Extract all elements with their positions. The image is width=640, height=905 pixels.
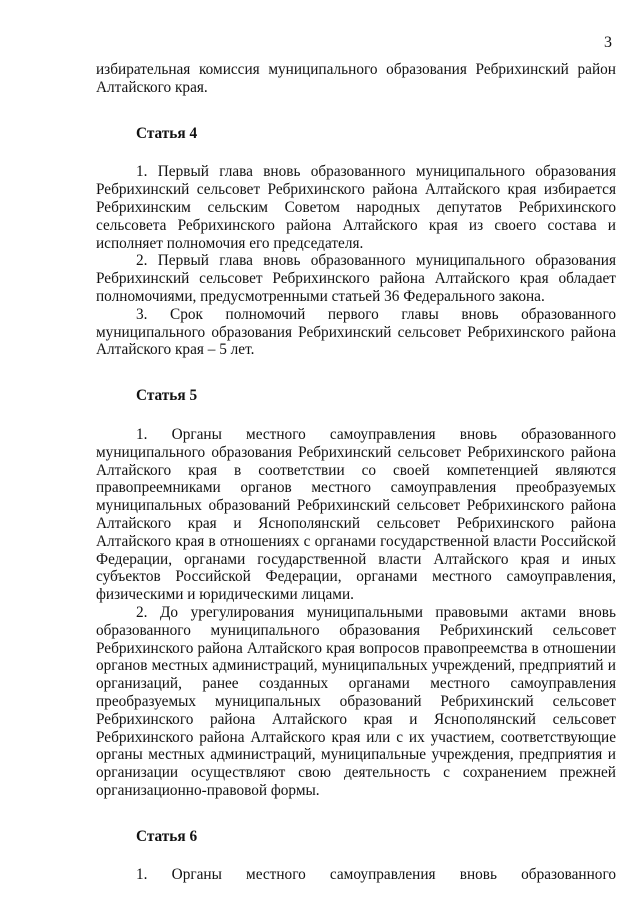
article-5-heading: Статья 5 bbox=[136, 387, 198, 405]
article-5-paragraph-1: 1. Органы местного самоуправления вновь образованного муниципального образования Ребрихинский сельсовет Ребрихинского района Алтайского края в соответствии со своей компетенцией являются правопреемниками органов местного самоуправления преобразуемых муниципальных образований Ребрихинский сельсовет Ребрихинского района Алтайского края и Яснополянский сельсовет Ребрихинского района Алтайского края в отношениях с органами государственной власти Российской Федерации, органами государственной власти Алтайского края и иных субъектов Российской Федерации, органами местного самоуправления, физическими и юридическими лицами. bbox=[96, 425, 616, 604]
article-4-paragraph-1: 1. Первый глава вновь образованного муниципального образования Ребрихинский сельсовет Ребрихинского района Алтайского края избирается Ребрихинским сельским Советом народных депутатов Ребрихинского сельсовета Ребрихинского района Алтайского края из своего состава и исполняет полномочия его председателя. bbox=[96, 163, 616, 252]
article-5-paragraph-2: 2. До урегулирования муниципальными правовыми актами вновь образованного муниципального образования Ребрихинский сельсовет Ребрихинского района Алтайского края вопросов правопреемства в отношении органов местных администраций, муниципальных учреждений, предприятий и организаций, ранее созданных органами местного самоуправления преобразуемых муниципальных образований Ребрихинский сельсовет Ребрихинского района Алтайского края и Яснополянский сельсовет Ребрихинского района Алтайского края или с их участием, соответствующие органы местных администраций, муниципальные учреждения, предприятия и организации осуществляют свою деятельность с сохранением прежней организационно-правовой формы. bbox=[96, 603, 616, 799]
article-6-paragraph-1: 1. Органы местного самоуправления вновь образованного bbox=[136, 866, 616, 884]
document-body bbox=[96, 61, 616, 884]
article-6-heading: Статья 6 bbox=[136, 827, 198, 845]
article-4-paragraph-2: 2. Первый глава вновь образованного муниципального образования Ребрихинский сельсовет Ребрихинского района Алтайского края обладает полномочиями, предусмотренными статьей 36 Федерального закона. bbox=[96, 252, 616, 305]
article-4-heading: Статья 4 bbox=[136, 124, 198, 142]
intro-paragraph: избирательная комиссия муниципального образования Ребрихинский район Алтайского края. bbox=[96, 61, 616, 96]
page-number: 3 bbox=[604, 34, 612, 51]
article-4-paragraph-3: 3. Срок полномочий первого главы вновь образованного муниципального образования Ребрихинский сельсовет Ребрихинского района Алтайского края – 5 лет. bbox=[96, 305, 616, 359]
